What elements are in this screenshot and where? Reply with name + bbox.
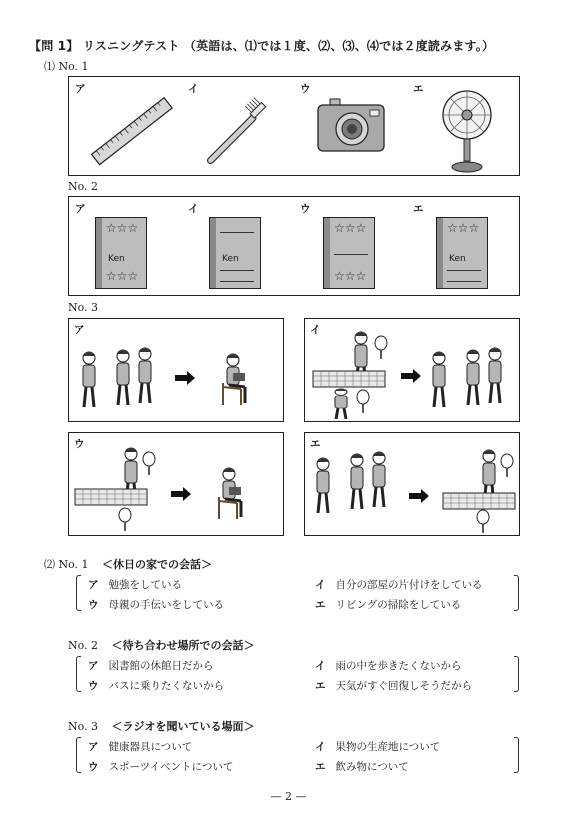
choice-a[interactable]: ア 健康器具について — [88, 741, 193, 753]
camera-icon — [316, 97, 388, 155]
choice-i[interactable]: イ 雨の中を歩きたくないから — [315, 660, 462, 672]
choice-e[interactable]: エ リビングの掃除をしている — [315, 599, 462, 611]
notebook-u — [323, 217, 375, 289]
book-name: Ken — [108, 254, 125, 264]
question-number: No. 3 — [68, 720, 99, 733]
choice-i[interactable]: イ 自分の部屋の片付けをしている — [315, 579, 483, 591]
book-name: Ken — [449, 254, 466, 264]
choice-u[interactable]: ウ スポーツイベントについて — [88, 761, 234, 773]
scene-greeting-then-tennis — [313, 449, 517, 535]
option-u-label: ウ — [300, 83, 311, 95]
option-a-label: ア — [75, 203, 86, 215]
question-label-1-2: No. 2 — [68, 180, 99, 193]
bracket-right — [514, 737, 519, 773]
scene-caption: ＜ラジオを聞いている場面＞ — [111, 720, 255, 733]
choice-u[interactable]: ウ 母親の手伝いをしている — [88, 599, 224, 611]
choice-e[interactable]: エ 天気がすぐ回復しそうだから — [315, 680, 472, 692]
scene-greeting-then-reading — [79, 347, 279, 419]
question-label-1-3: No. 3 — [68, 301, 99, 314]
ruler-icon — [87, 93, 177, 171]
question-number: ⑵ No. 1 — [44, 558, 89, 571]
option-e-label: エ — [310, 438, 321, 450]
option-u-label: ウ — [300, 203, 311, 215]
choice-u[interactable]: ウ バスに乗りたくないから — [88, 680, 224, 692]
scene-tennis-then-reading — [75, 447, 279, 535]
page-number: — 2 — — [270, 790, 307, 803]
option-i-label: イ — [188, 83, 199, 95]
no1-panel — [68, 76, 520, 176]
part2-q2-header — [68, 637, 255, 653]
star-icon: ☆☆☆ — [106, 221, 139, 235]
no2-panel — [68, 196, 520, 296]
choice-a[interactable]: ア 勉強をしている — [88, 579, 182, 591]
no3-panel-i — [304, 318, 520, 422]
star-icon: ☆☆☆ — [106, 269, 139, 283]
section-title: 【問 1】 リスニングテスト （英語は、⑴では１度、⑵、⑶、⑷では２度読みます。） — [29, 39, 495, 53]
option-i-label: イ — [188, 203, 199, 215]
toothbrush-icon — [201, 95, 271, 171]
choice-i[interactable]: イ 果物の生産地について — [315, 741, 441, 753]
fan-icon — [439, 87, 495, 175]
no3-panel-e — [304, 432, 520, 536]
bracket-right — [514, 656, 519, 692]
star-icon: ☆☆☆ — [334, 221, 367, 235]
no3-panel-u — [68, 432, 284, 536]
option-a-label: ア — [75, 83, 86, 95]
option-e-label: エ — [413, 83, 424, 95]
option-u-label: ウ — [74, 438, 85, 450]
star-icon: ☆☆☆ — [447, 221, 480, 235]
question-label-1-1: ⑴ No. 1 — [44, 60, 89, 73]
part2-q1-header — [44, 556, 212, 572]
part2-q3-header — [68, 718, 255, 734]
star-icon: ☆☆☆ — [334, 269, 367, 283]
option-a-label: ア — [74, 324, 85, 336]
scene-tennis-then-greeting — [313, 331, 517, 419]
notebook-i — [209, 217, 261, 289]
notebook-e — [436, 217, 488, 289]
scene-caption: ＜待ち合わせ場所での会話＞ — [111, 639, 255, 652]
choice-a[interactable]: ア 図書館の休館日だから — [88, 660, 214, 672]
bracket-left — [76, 737, 81, 773]
book-name: Ken — [222, 254, 239, 264]
option-i-label: イ — [310, 324, 321, 336]
notebook-a — [95, 217, 147, 289]
scene-caption: ＜休日の家での会話＞ — [102, 558, 213, 571]
option-e-label: エ — [413, 203, 424, 215]
choice-e[interactable]: エ 飲み物について — [315, 761, 409, 773]
bracket-left — [76, 656, 81, 692]
no3-panel-a — [68, 318, 284, 422]
question-number: No. 2 — [68, 639, 99, 652]
bracket-right — [514, 575, 519, 611]
bracket-left — [76, 575, 81, 611]
